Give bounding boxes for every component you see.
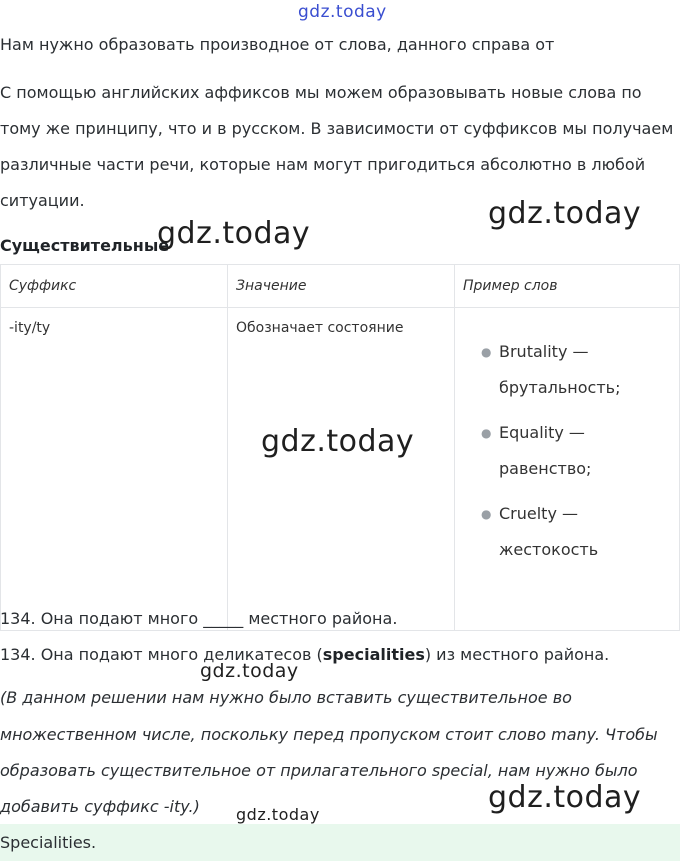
- bullet-icon: ●: [481, 426, 492, 440]
- bullet-icon: ●: [481, 507, 492, 521]
- example-word: Equality —: [499, 423, 585, 442]
- watermark: gdz.today: [200, 660, 299, 682]
- answer-word: specialities: [322, 645, 425, 664]
- table-header-row: [1, 265, 680, 308]
- list-item: [481, 334, 671, 406]
- watermark-header: gdz.today: [298, 2, 387, 22]
- explanation-line: множественном числе, поскольку перед пропуском стоит слово many. Чтобы: [0, 725, 658, 744]
- column-header-meaning: Значение: [228, 265, 455, 308]
- example-word: Cruelty —: [499, 504, 579, 523]
- watermark: gdz.today: [236, 805, 320, 824]
- explanation-line: добавить суффикс -ity.): [0, 797, 200, 816]
- paragraph-line: С помощью английских аффиксов мы можем образовывать новые слова по: [0, 83, 642, 102]
- list-item: [481, 496, 671, 568]
- cell-suffix: -ity/ty: [1, 308, 228, 631]
- answer-suffix: ) из местного района.: [424, 645, 610, 664]
- watermark: gdz.today: [157, 216, 311, 251]
- cell-meaning: Обозначает состояние: [228, 308, 455, 631]
- cell-examples: [455, 308, 680, 631]
- explanation-line: (В данном решении нам нужно было вставить существительное во: [0, 688, 572, 707]
- table-row: [1, 308, 680, 631]
- paragraph-line: различные части речи, которые нам могут пригодиться абсолютно в любой: [0, 155, 646, 174]
- paragraph-line: тому же принципу, что и в русском. В зависимости от суффиксов мы получаем: [0, 119, 674, 138]
- watermark: gdz.today: [261, 424, 415, 459]
- answer-text: [0, 645, 609, 664]
- paragraph-line: ситуации.: [0, 191, 85, 210]
- section-heading: Существительные: [0, 236, 170, 255]
- watermark: gdz.today: [488, 196, 642, 231]
- column-header-examples: Пример слов: [455, 265, 680, 308]
- examples-list: [463, 334, 671, 568]
- example-translation: равенство;: [499, 459, 592, 478]
- intro-text: Нам нужно образовать производное от слова, данного справа от: [0, 35, 555, 54]
- example-translation: жестокость: [499, 540, 599, 559]
- explanation-line: образовать существительное от прилагательного special, нам нужно было: [0, 761, 638, 780]
- list-item: [481, 415, 671, 487]
- column-header-suffix: Суффикс: [1, 265, 228, 308]
- watermark: gdz.today: [488, 780, 642, 815]
- example-word: Brutality —: [499, 342, 589, 361]
- task-text: 134. Она подают много _____ местного района.: [0, 609, 398, 628]
- bullet-icon: ●: [481, 345, 492, 359]
- example-translation: брутальность;: [499, 378, 621, 397]
- result-answer: Specialities.: [0, 824, 680, 861]
- answer-prefix: 134. Она подают много деликатесов (: [0, 645, 323, 664]
